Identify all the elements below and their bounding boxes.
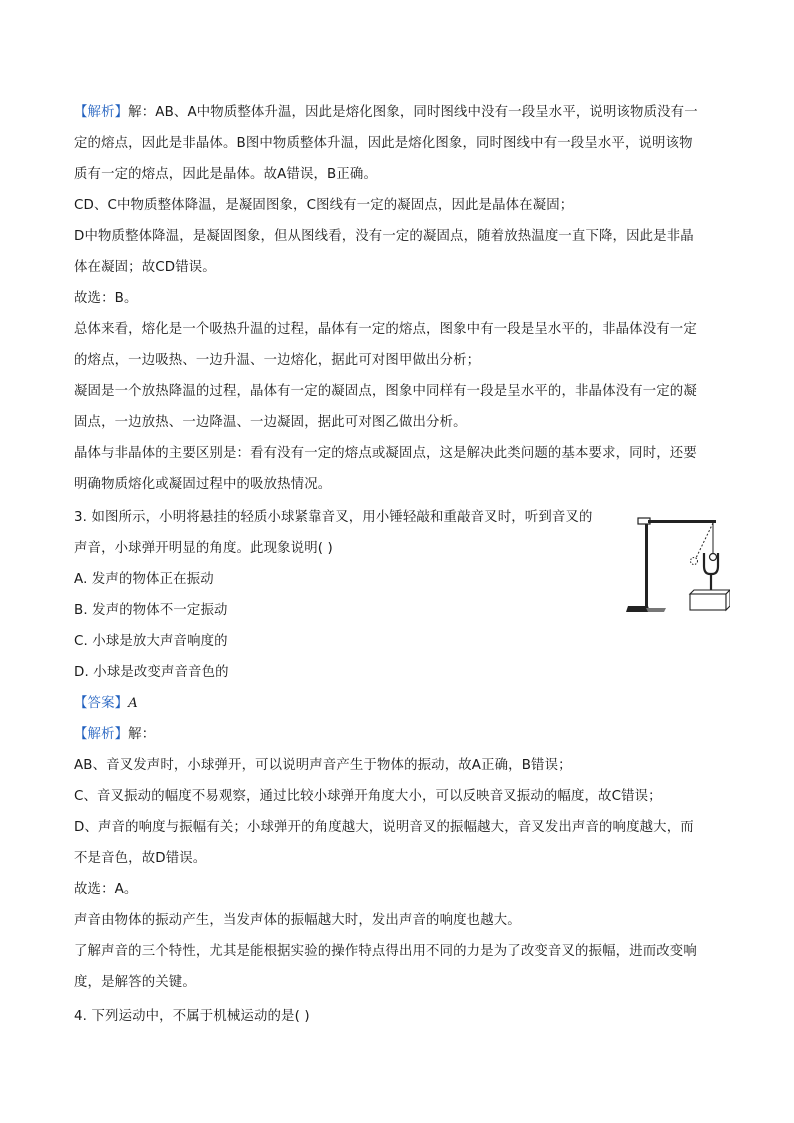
analysis-line: 【解析】解： [74,727,156,742]
option-d: D. 小球是改变声音音色的 [74,665,229,680]
analysis-line: 体在凝固；故CD错误。 [74,260,216,275]
option-a: A. 发声的物体正在振动 [74,572,214,587]
analysis-line: 声音由物体的振动产生，当发声体的振幅越大时，发出声音的响度也越大。 [74,913,521,928]
pendulum-ball-swung [691,558,698,565]
analysis-line: 质有一定的熔点，因此是晶体。故A错误，B正确。 [74,167,377,182]
answer-line [74,694,724,714]
analysis-line: 故选：A。 [74,882,138,897]
analysis-line: D中物质整体降温，是凝固图象，但从图线看，没有一定的凝固点，随着放热温度一直下降，因此是非晶 [74,229,694,244]
question-stem: 4. 下列运动中，不属于机械运动的是( ) [74,1009,310,1024]
analysis-line: 晶体与非晶体的主要区别是：看有没有一定的熔点或凝固点，这是解决此类问题的基本要求，同时，还要 [74,446,697,461]
question-stem: 声音，小球弹开明显的角度。此现象说明( ) [74,541,333,556]
analysis-line: 明确物质熔化或凝固过程中的吸放热情况。 [74,477,332,492]
resonance-box [690,594,726,610]
stand-pole [645,518,648,608]
analysis-line: 【解析】解：AB、A中物质整体升温，因此是熔化图象，同时图线中没有一段呈水平，说明该物质没有一 [74,105,698,120]
pendulum-string-swung [696,523,713,558]
analysis-line: 度，是解答的关键。 [74,975,196,990]
analysis-line: 不是音色，故D错误。 [74,851,207,866]
analysis-line: 凝固是一个放热降温的过程，晶体有一定的凝固点，图象中同样有一段是呈水平的，非晶体没有一定的凝 [74,384,697,399]
answer-value: A [128,696,138,711]
resonance-box-side [726,590,730,610]
stand-arm [648,520,716,523]
analysis-line: C、音叉振动的幅度不易观察，通过比较小球弹开角度大小，可以反映音叉振动的幅度，故C错误； [74,789,662,804]
analysis-line: 的熔点，一边吸热、一边升温、一边熔化，据此可对图甲做出分析； [74,353,481,368]
analysis-line: AB、音叉发声时，小球弹开，可以说明声音产生于物体的振动，故A正确，B错误； [74,758,572,773]
resonance-box-top [690,590,730,594]
analysis-line: D、声音的响度与振幅有关；小球弹开的角度越大，说明音叉的振幅越大，音叉发出声音的响度越大，而 [74,820,694,835]
stand-foot [646,608,666,612]
question-stem: 3. 如图所示，小明将悬挂的轻质小球紧靠音叉，用小锤轻敲和重敲音叉时，听到音叉的 [74,510,593,525]
analysis-tag: 【解析】 [74,105,129,120]
tuning-fork-apparatus-figure [620,508,730,623]
analysis-line: 故选：B。 [74,291,138,306]
analysis-tag: 【解析】 [74,727,129,742]
pendulum-ball [710,554,717,561]
answer-tag: 【答案】 [74,696,129,711]
option-c: C. 小球是放大声音响度的 [74,634,228,649]
analysis-line: 了解声音的三个特性，尤其是能根据实验的操作特点得出用不同的力是为了改变音叉的振幅，进而改变响 [74,944,697,959]
analysis-line: 定的熔点，因此是非晶体。B图中物质整体升温，因此是熔化图象，同时图线中有一段呈水平，说明该物 [74,136,693,151]
analysis-line: 总体来看，熔化是一个吸热升温的过程，晶体有一定的熔点，图象中有一段是呈水平的，非晶体没有一定 [74,322,697,337]
analysis-line: 固点，一边放热、一边降温、一边凝固，据此可对图乙做出分析。 [74,415,467,430]
analysis-line: CD、C中物质整体降温，是凝固图象，C图线有一定的凝固点，因此是晶体在凝固； [74,198,574,213]
option-b: B. 发声的物体不一定振动 [74,603,228,618]
